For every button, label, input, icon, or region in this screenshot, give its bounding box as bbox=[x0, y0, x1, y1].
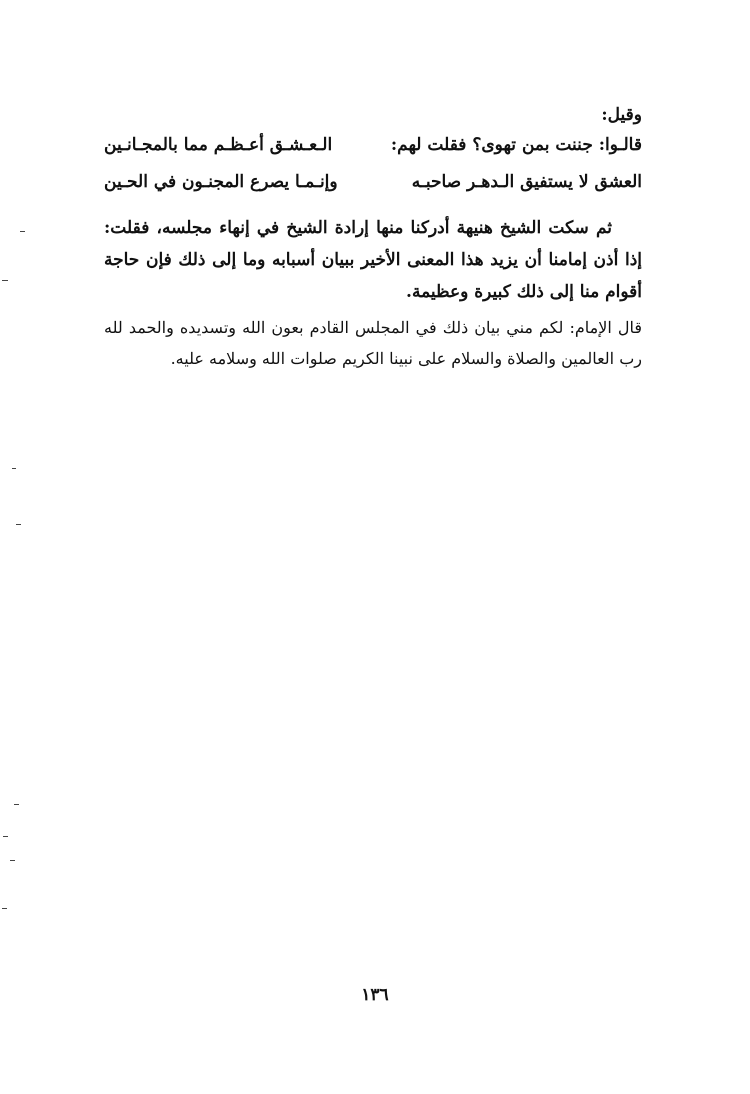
intro-label: وقيل: bbox=[601, 105, 642, 125]
verse-2-first-hemistich: العشق لا يستفيق الـدهـر صاحبـه bbox=[411, 172, 642, 192]
scan-mark bbox=[20, 231, 25, 232]
scan-mark bbox=[2, 280, 8, 281]
body-paragraph-2: قال الإمام: لكم مني بيان ذلك في المجلس القادم بعون الله وتسديده والحمد لله رب العالمين والصلاة والسلام على نبينا الكريم صلوات الله وسلامه عليه. bbox=[104, 318, 642, 368]
scan-mark bbox=[16, 524, 21, 525]
scan-mark bbox=[3, 836, 8, 837]
verse-1-first-hemistich: قالـوا: جننت بمن تهوى؟ فقلت لهم: bbox=[390, 135, 642, 155]
body-paragraph-1: ثم سكت الشيخ هنيهة أدركنا منها إرادة الشيخ في إنهاء مجلسه، فقلت: إذا أذن إمامنا أن يزيد هذا المعنى الأخير ببيان أسبابه وما إلى ذلك فإن حاجة أقوام منا إلى ذلك كبيرة وعظيمة. bbox=[104, 218, 642, 302]
poem-verse-2 bbox=[104, 167, 642, 197]
verse-1-second-hemistich: الـعـشـق أعـظـم مما بالمجـانـين bbox=[104, 135, 333, 155]
scan-mark bbox=[14, 804, 19, 805]
poem-verse-1 bbox=[104, 130, 642, 160]
scan-mark bbox=[12, 468, 16, 469]
scan-mark bbox=[2, 908, 7, 909]
scan-mark bbox=[10, 860, 15, 861]
page-number: ١٣٦ bbox=[361, 985, 389, 1005]
verse-2-second-hemistich: وإنـمـا يصرع المجنـون في الحـين bbox=[104, 172, 338, 192]
